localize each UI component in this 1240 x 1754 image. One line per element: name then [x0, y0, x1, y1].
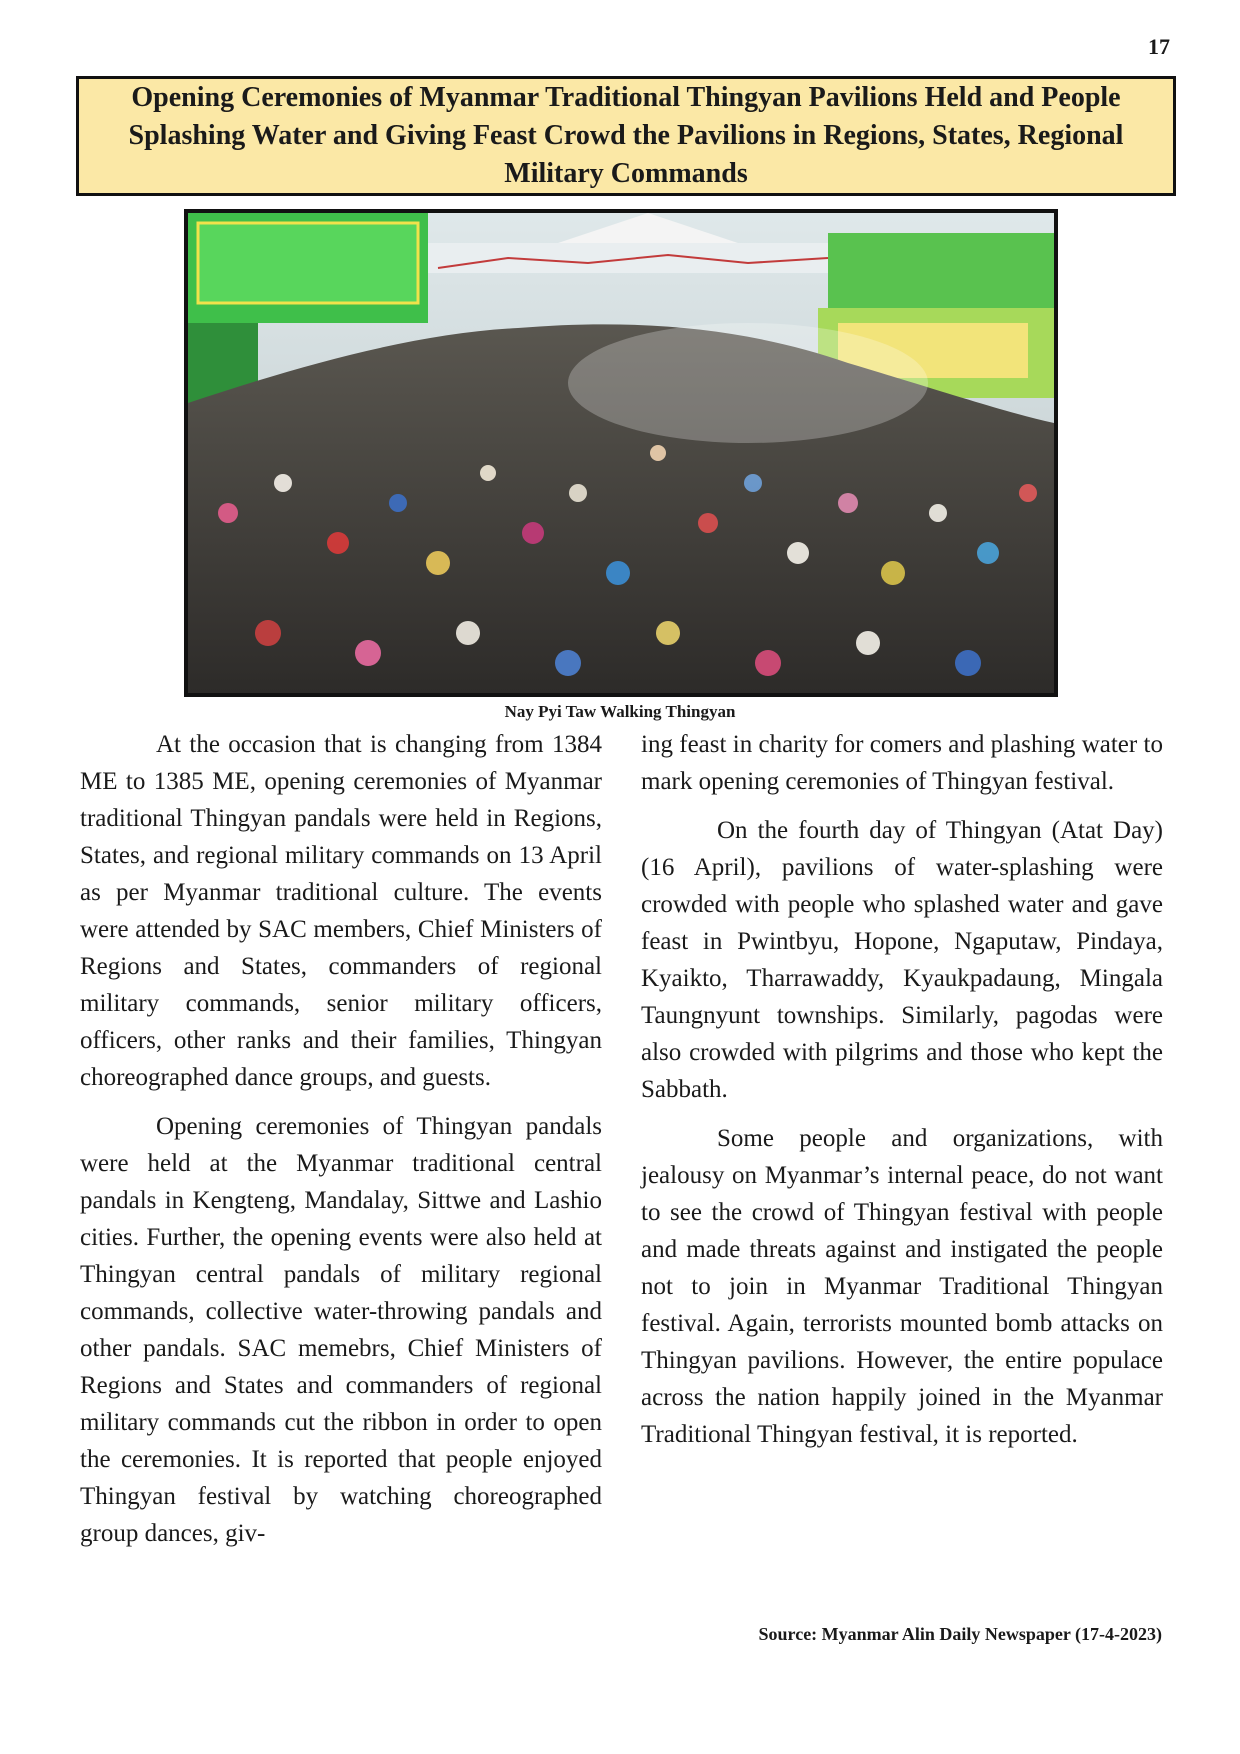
- paragraph: Opening ceremonies of Thingyan pandals were held at the Myanmar traditional central pandals in Kengteng, Mandalay, Sittwe and Lashio cities. Further, the opening events were also held at Thingyan central pandals of military regional commands, collective water-throwing pandals and other pandals. SAC memebrs, Chief Ministers of Regions and States and commanders of regional military commands cut the ribbon in order to open the ceremonies. It is reported that people enjoyed Thingyan festival by watching choreographed group dances, giv-: [80, 1113, 602, 1547]
- article-column-left: [80, 726, 602, 1564]
- paragraph: Some people and organizations, with jealousy on Myanmar’s internal peace, do not want to see the crowd of Thingyan festival with people and made threats against and instigated the people not to join in Myanmar Traditional Thingyan festival. Again, terrorists mounted bomb attacks on Thingyan pavilions. However, the entire populace across the nation happily joined in the Myanmar Traditional Thingyan festival, it is reported.: [641, 1125, 1163, 1448]
- crowd-photo: [184, 209, 1058, 697]
- headline-box: [76, 76, 1176, 196]
- article-column-right: [641, 726, 1163, 1465]
- headline: Opening Ceremonies of Myanmar Traditional Thingyan Pavilions Held and People Splashing Water and Giving Feast Crowd the Pavilions in Regions, States, Regional Military Commands: [128, 82, 1124, 189]
- paragraph-continued: ing feast in charity for comers and plashing water to mark opening ceremonies of Thingyan festival.: [641, 731, 1163, 795]
- photo-caption: Nay Pyi Taw Walking Thingyan: [504, 702, 736, 721]
- page-number: 17: [1148, 34, 1170, 59]
- paragraph: At the occasion that is changing from 1384 ME to 1385 ME, opening ceremonies of Myanmar traditional Thingyan pandals were held in Regions, States, and regional military commands on 13 April as per Myanmar traditional culture. The events were attended by SAC members, Chief Ministers of Regions and States, commanders of regional military commands, senior military officers, officers, other ranks and their families, Thingyan choreographed dance groups, and guests.: [80, 731, 602, 1091]
- paragraph: On the fourth day of Thingyan (Atat Day) (16 April), pavilions of water-splashing were crowded with people who splashed water and gave feast in Pwintbyu, Hopone, Ngaputaw, Pindaya, Kyaikto, Tharrawaddy, Kyaukpadaung, Mingala Taungnyunt townships. Similarly, pagodas were also crowded with pilgrims and those who kept the Sabbath.: [641, 817, 1163, 1103]
- source-line: Source: Myanmar Alin Daily Newspaper (17-4-2023): [758, 1624, 1162, 1644]
